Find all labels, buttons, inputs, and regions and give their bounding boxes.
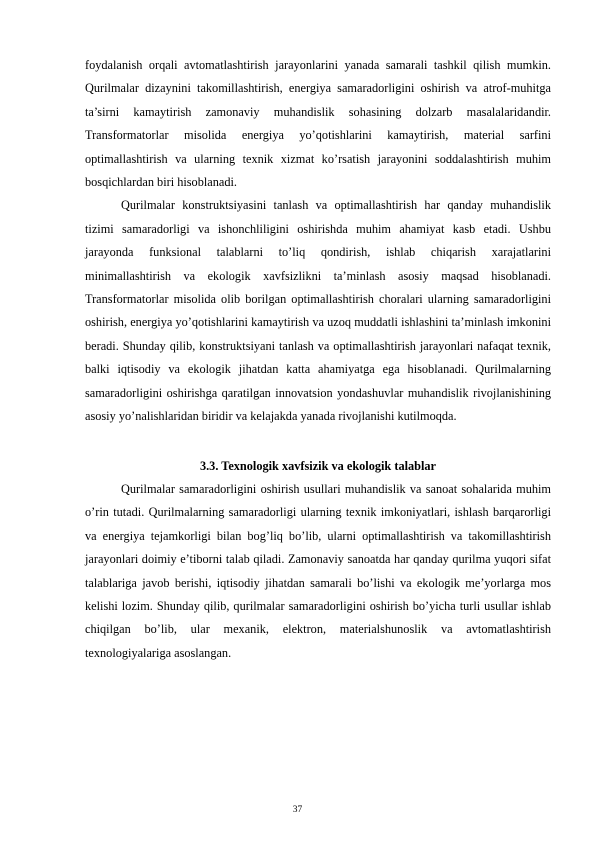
paragraph-3: Qurilmalar samaradorligini oshirish usullari muhandislik va sanoat sohalarida muhim o’rin tutadi. Qurilmalarning samaradorligi ularning texnik imkoniyatlari, ishlash barqarorligi va energiya tejamkorligi bilan bog’liq bo’lib, ularni optimallashtirish va takomillashtirish jarayonlari doimiy e’tiborni talab qiladi. Zamonaviy sanoatda har qanday qurilma yuqori sifat talablariga javob berishi, iqtisodiy jihatdan samarali bo’lishi va ekologik me’yorlarga mos kelishi lozim. Shunday qilib, qurilmalar samaradorligini oshirish bo’yicha turli usullar ishlab chiqilgan bo’lib, ular mexanik, elektron, materialshunoslik va avtomatlashtirish texnologiyalariga asoslangan. bbox=[85, 481, 551, 660]
paragraph-2: Qurilmalar konstruktsiyasini tanlash va optimallashtirish har qanday muhandislik tizimi samaradorligi va ishonchliligini oshirishda muhim ahamiyat kasb etadi. Ushbu jarayonda funksional talablarni to’liq qondirish, ishlab chiqarish xarajatlarini minimallashtirish va ekologik xavfsizlikni ta’minlash asosiy maqsad hisoblanadi. Transformatorlar misolida olib borilgan optimallashtirish choralari ularning samaradorligini oshirish, energiya yo’qotishlarini kamaytirish va uzoq muddatli ishlashini ta’minlash imkonini beradi. Shunday qilib, konstruktsiyani tanlash va optimallashtirish jarayonlari nafaqat texnik, balki iqtisodiy va ekologik jihatdan katta ahamiyatga ega hisoblanadi. Qurilmalarning samaradorligini oshirishga qaratilgan innovatsion yondashuvlar muhandislik rivojlanishining asosiy yo’nalishlaridan biridir va kelajakda yanada rivojlanishi kutilmoqda. bbox=[85, 198, 551, 424]
paragraph-1: foydalanish orqali avtomatlashtirish jarayonlarini yanada samarali tashkil qilish mumkin. Qurilmalar dizaynini takomillashtirish, energiya samaradorligini oshirish va atrof-muhitga ta’sirni kamaytirish zamonaviy muhandislik sohasining dolzarb masalalaridandir. Transformatorlar misolida energiya yo’qotishlarini kamaytirish, material sarfini optimallashtirish va ularning texnik xizmat ko’rsatish jarayonini soddalashtirish muhim bosqichlardan biri hisoblanadi. bbox=[85, 58, 551, 190]
page-number: 37 bbox=[292, 805, 303, 815]
section-heading: 3.3. Texnologik xavfsizik va ekologik talablar bbox=[199, 458, 437, 473]
text-body bbox=[85, 54, 551, 665]
